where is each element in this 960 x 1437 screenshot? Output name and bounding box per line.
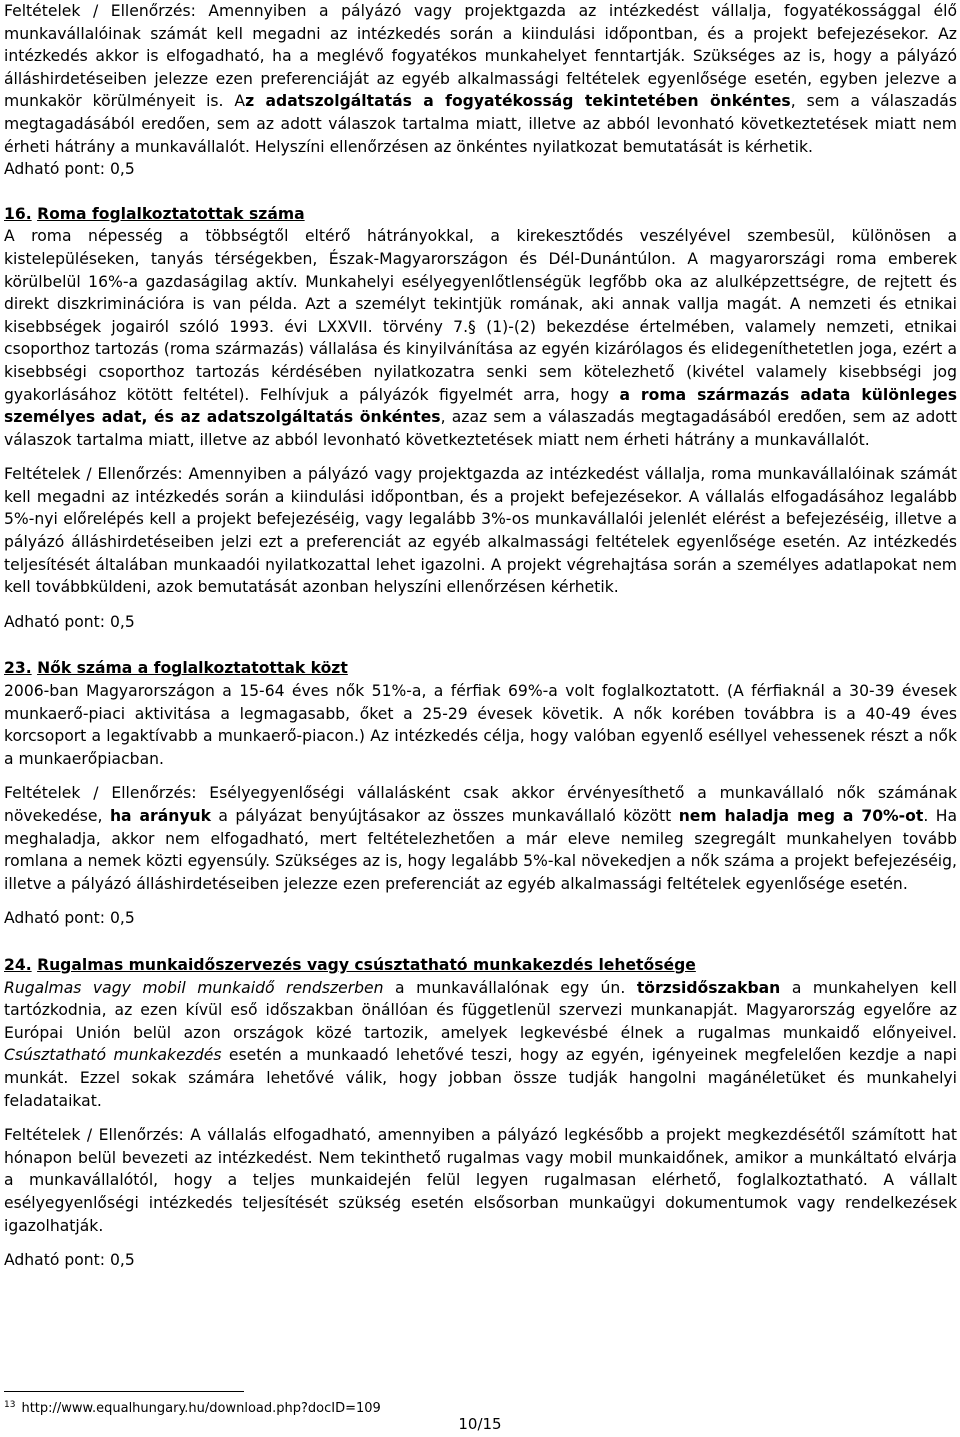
intro-text-b: , sem a válaszadás megtagadásából eredően, sem az adott válaszok tartalma miatt, illetve az abból levonható következtetések miatt nem érheti hátrány a munkavállalót. Helyszíni ellenőrzésen az önkéntes nyilatkozat bemutatását is kérhetik.: [4, 92, 957, 156]
document-page: [4, 0, 957, 1272]
section-24-conditions: Feltételek / Ellenőrzés: A vállalás elfogadható, amennyiben a pályázó legkésőbb a projekt megkezdésétől számított hat hónapon belül bevezeti az intézkedést. Nem tekinthető rugalmas vagy mobil munkaidőnek, amikor a munkáltató elvárja a munkavállalótól, hogy a teljes munkaidején felül legyen rugalmasan elérhető, foglalkoztatható. A vállalt esélyegyenlőségi intézkedés teljesítését szükség esetén elsősorban munkaügyi dokumentumok vagy rendelkezések igazolhatják.: [4, 1126, 957, 1235]
section-24-bold-a: törzsidőszakban: [636, 978, 781, 997]
section-23-cond-bold-b: nem haladja meg a 70%-ot: [678, 807, 924, 825]
section-23-cond-b: a pályázat benyújtásakor az összes munkavállaló között: [210, 807, 679, 825]
footnote-separator: [4, 1391, 244, 1392]
section-23-body: 2006-ban Magyarországon a 15-64 éves nők 51%-a, a férfiak 69%-a volt foglalkoztatott. (A férfiaknál a 30-39 évesek munkaerő-piaci aktivitása a legmagasabb, őket a 25-29 évesek követik. A nők korében továbbra is a 40-49 éves korcsoport a legaktívabb a munkaerő-piacon.) Az intézkedés célja, hogy valóban egyenlő eséllyel vehessenek részt a nők a munkaerőpiacban.: [4, 682, 957, 768]
footnote-marker: 13: [4, 1400, 16, 1410]
section-23-cond-a: Feltételek / Ellenőrzés: Esélyegyenlőségi vállalásként csak akkor érvényesíthető a munkavállaló nők számának növekedése,: [4, 784, 957, 825]
intro-paragraph: [4, 0, 957, 158]
section-24-text-a: a munkavállalónak egy ún.: [383, 978, 637, 997]
section-23-cond-c: . Ha meghaladja, akkor nem elfogadható, mert feltételezhetően a már eleve nemileg szegregált munkahelyen tovább romlana a nemek közti egyensúly. Szükséges az is, hogy legalább 5%-kal növekedjen a nők száma a projekt befejezéséig, illetve a pályázó álláshirdetéseiben jelezze ezen preferenciát az egyéb alkalmassági feltételek egyenlősége esetén.: [4, 807, 958, 893]
section-24-title: Rugalmas munkaidőszervezés vagy csúsztatható munkakezdés lehetősége: [37, 955, 696, 974]
section-16-title: Roma foglalkoztatottak száma: [37, 204, 305, 223]
section-16-number: 16.: [4, 204, 32, 223]
section-24-heading: [4, 954, 957, 977]
section-16-text-a: A roma népesség a többségtől eltérő hátrányokkal, a kirekesztődés veszélyével szembesül, különösen a kistelepüléseken, tanyás térségekben, Észak-Magyarországon és Dél-Dunántúlon. A magyarországi roma emberek körülbelül 16%-a gazdaságilag aktív. Munkahelyi esélyegyenlőtlenségük legfőbb oka az alulképzettségre, de rejtett és direkt diszkriminációra is van példa. Azt a személyt tekintjük romának, aki annak vallja magát. A nemzeti és etnikai kisebbségek jogairól szóló 1993. évi LXXVII. törvény 7.§ (1)-(2) bekezdése értelmében, valamely nemzeti, etnikai csoporthoz tartozás (roma származás) vállalása és kinyilvánítása az egyén kizárólagos és elidegeníthetetlen joga, ezért a kisebbségi csoporthoz tartozás kérdésében nyilatkozatra senki sem kötelezhető (kivétel valamely kisebbségi jog gyakorlásához kötött feltétel). Felhívjuk a pályázók figyelmét arra, hogy: [4, 227, 957, 404]
intro-points: Adható pont: 0,5: [4, 160, 135, 179]
section-24-italic-b: Csúsztatható munkakezdés: [4, 1046, 222, 1065]
intro-bold-a: z adatszolgáltatás a fogyatékosság tekintetében önkéntes: [245, 92, 791, 111]
section-23-conditions: [4, 782, 957, 895]
section-16-heading: [4, 203, 957, 226]
section-16-points: Adható pont: 0,5: [4, 612, 135, 631]
section-23-points: Adható pont: 0,5: [4, 909, 135, 928]
section-24-body: [4, 977, 957, 1113]
section-23-heading: [4, 657, 957, 680]
section-24-text-b: a munkahelyen kell tartózkodnia, az ezen kívül eső időszakban önállóan és függetlenül szervezi munkanapját. Magyarország egyelőre az Európai Unión belül azon országok közé tartozik, amelyek legkevésbé élnek a rugalmas munkaidő előnyeivel.: [4, 978, 957, 1042]
section-24-number: 24.: [4, 955, 32, 974]
section-24-points: Adható pont: 0,5: [4, 1251, 135, 1270]
section-16-text-b: , azaz sem a válaszadás megtagadásából eredően, sem az adott válaszok tartalma miatt, illetve az abból levonható következtetések miatt nem érheti hátrány a munkavállalót.: [4, 408, 957, 449]
section-16-bold-a: a roma származás adata különleges személyes adat, és az adatszolgáltatás önkéntes: [4, 385, 957, 427]
section-23-cond-bold-a: ha arányuk: [109, 807, 211, 825]
section-24-italic-a: Rugalmas vagy mobil munkaidő rendszerben: [4, 978, 384, 997]
footnote-link[interactable]: http://www.equalhungary.hu/download.php?docID=109: [21, 1401, 381, 1416]
section-16-conditions: Feltételek / Ellenőrzés: Amennyiben a pályázó vagy projektgazda az intézkedést vállalja, roma munkavállalóinak számát kell megadni az intézkedés során a kiindulási időpontban, és a projekt befejezésekor. A vállalás elfogadásához legalább 5%-nyi előrelépés kell a projekt befejezéséig, vagy legalább 3%-os munkavállalói jelenlét elérést a befejezéséig, illetve a pályázó álláshirdetéseiben jelzi ezt a preferenciát az egyéb alkalmassági feltételek egyenlősége esetén. Az intézkedés teljesítését általában munkaadói nyilatkozattal lehet igazolni. A projekt végrehajtása során a személyes adatlapokat nem kell továbbküldeni, azok bemutatását azonban helyszíni ellenőrzésen kérhetik.: [4, 465, 957, 597]
intro-text-a: Feltételek / Ellenőrzés: Amennyiben a pályázó vagy projektgazda az intézkedést vállalja, fogyatékossággal élő munkavállalóinak számát kell megadni az intézkedés során a kiindulási időpontban, és a projekt befejezésekor. Az intézkedés akkor is elfogadható, ha a meglévő fogyatékos munkahelyet fenntartják. Szükséges az is, hogy a pályázó álláshirdetéseiben jelezze ezen preferenciáját az egyéb alkalmassági feltételek egyenlősége esetén, egyben jelezve a munkakör körülményeit is. A: [4, 2, 957, 111]
section-24-text-c: esetén a munkaadó lehetővé teszi, hogy az egyén, igényeinek megfelelően kezdje a napi munkát. Ezzel sokak számára lehetővé válik, hogy jobban össze tudják hangolni magánéletüket és munkahelyi feladataikat.: [4, 1046, 957, 1110]
page-number: 10/15: [458, 1415, 502, 1433]
section-16-body: [4, 225, 957, 451]
section-23-title: Nők száma a foglalkoztatottak közt: [37, 659, 348, 678]
section-23-number: 23.: [4, 659, 32, 678]
